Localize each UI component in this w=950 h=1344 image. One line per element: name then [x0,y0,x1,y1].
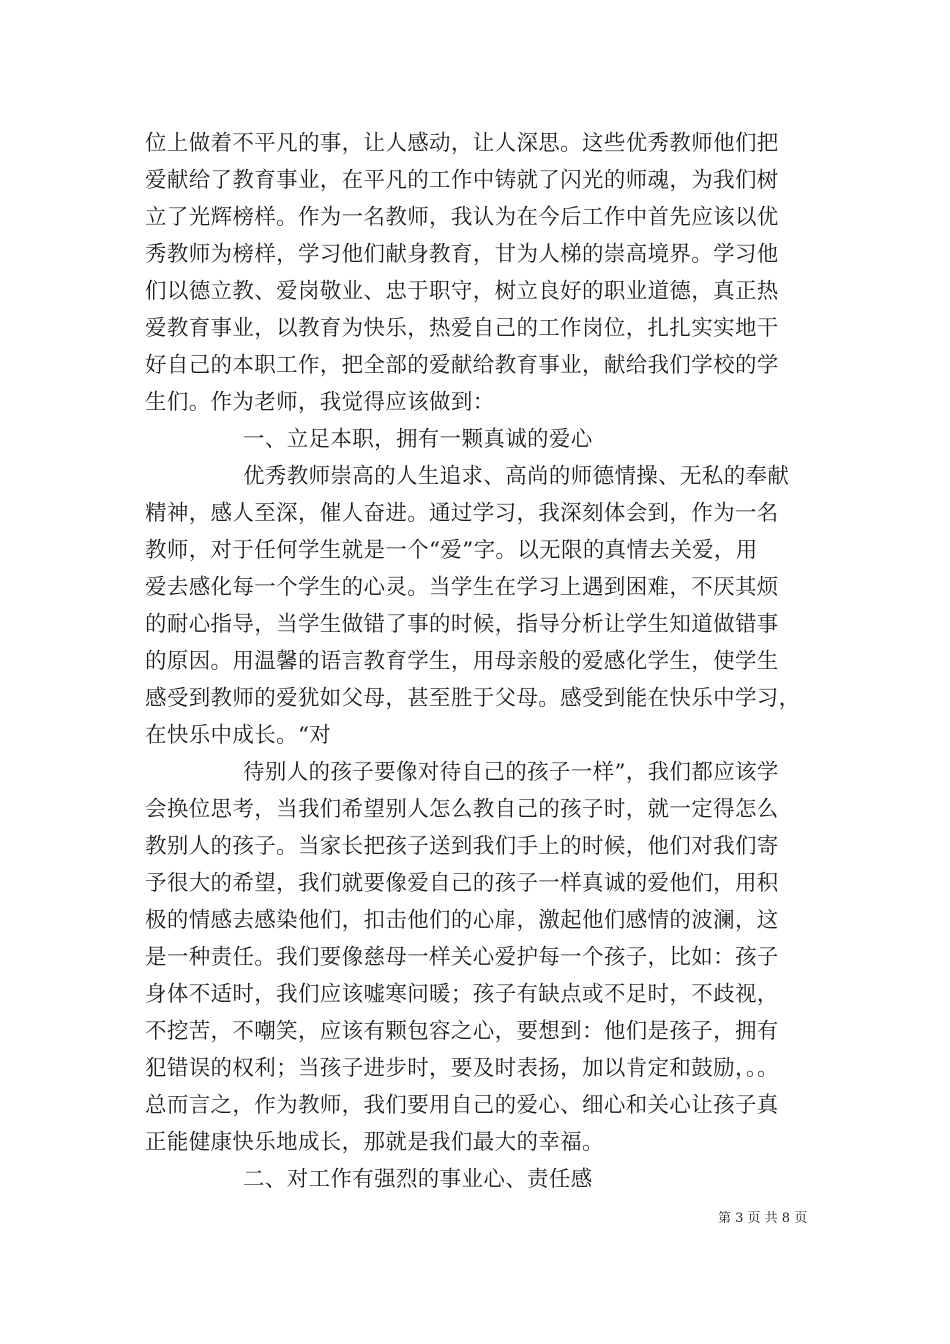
section-heading-2: 二、对工作有强烈的事业心、责任感 [243,1167,593,1192]
paragraph-line: 生们。作为老师，我觉得应该做到： [145,390,495,415]
paragraph-line: 在快乐中成长。“对 [145,723,332,748]
paragraph-line: 教师，对于任何学生就是一个“爱”字。以无限的真情去关爱，用 [145,538,758,563]
paragraph-line: 予很大的希望，我们就要像爱自己的孩子一样真诚的爱他们，用积 [145,871,779,896]
paragraph-line: 教别人的孩子。当家长把孩子送到我们手上的时候，他们对我们寄 [145,834,779,859]
paragraph-line: 位上做着不平凡的事，让人感动，让人深思。这些优秀教师他们把 [145,131,779,156]
paragraph-line: 的原因。用温馨的语言教育学生，用母亲般的爱感化学生，使学生 [145,649,779,674]
paragraph-line: 身体不适时，我们应该嘘寒问暖；孩子有缺点或不足时，不歧视， [145,982,779,1007]
paragraph-line: 正能健康快乐地成长，那就是我们最大的幸福。 [145,1130,604,1155]
paragraph-line: 待别人的孩子要像对待自己的孩子一样”，我们都应该学 [243,760,779,785]
paragraph-line: 的耐心指导，当学生做错了事的时候，指导分析让学生知道做错事 [145,612,779,637]
paragraph-line: 们以德立教、爱岗敬业、忠于职守，树立良好的职业道德，真正热 [145,279,779,304]
paragraph-line: 犯错误的权利；当孩子进步时，要及时表扬，加以肯定和鼓励，。。 [145,1056,780,1081]
paragraph-line: 立了光辉榜样。作为一名教师，我认为在今后工作中首先应该以优 [145,205,779,230]
paragraph-line: 爱去感化每一个学生的心灵。当学生在学习上遇到困难，不厌其烦 [145,575,779,600]
paragraph-line: 总而言之，作为教师，我们要用自己的爱心、细心和关心让孩子真 [145,1093,779,1118]
section-heading-1: 一、立足本职，拥有一颗真诚的爱心 [243,427,593,452]
paragraph-line: 极的情感去感染他们，扣击他们的心扉，激起他们感情的波澜，这 [145,908,779,933]
paragraph-line: 好自己的本职工作，把全部的爱献给教育事业，献给我们学校的学 [145,353,779,378]
paragraph-line: 爱献给了教育事业，在平凡的工作中铸就了闪光的师魂，为我们树 [145,168,779,193]
paragraph-line: 精神，感人至深，催人奋进。通过学习，我深刻体会到，作为一名 [145,501,779,526]
paragraph-line: 是一种责任。我们要像慈母一样关心爱护每一个孩子，比如：孩子 [145,945,779,970]
paragraph-line: 爱教育事业，以教育为快乐，热爱自己的工作岗位，扎扎实实地干 [145,316,779,341]
paragraph-line: 会换位思考，当我们希望别人怎么教自己的孩子时，就一定得怎么 [145,797,779,822]
paragraph-line: 感受到教师的爱犹如父母，甚至胜于父母。感受到能在快乐中学习， [145,686,801,711]
paragraph-line: 秀教师为榜样，学习他们献身教育，甘为人梯的崇高境界。学习他 [145,242,779,267]
paragraph-line: 不挖苦，不嘲笑，应该有颗包容之心，要想到：他们是孩子，拥有 [145,1019,779,1044]
paragraph-line: 优秀教师崇高的人生追求、高尚的师德情操、无私的奉献 [243,464,790,489]
page-number-footer: 第 3 页 共 8 页 [718,1211,808,1226]
